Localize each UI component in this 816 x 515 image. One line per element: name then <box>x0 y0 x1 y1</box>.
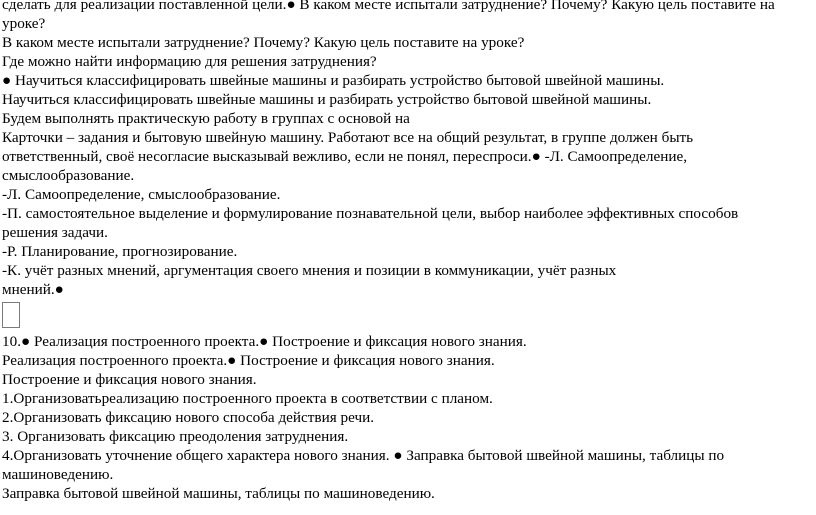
empty-checkbox[interactable] <box>2 302 20 328</box>
text-line: Где можно найти информацию для решения затруднения? <box>2 53 377 70</box>
text-line: -Л. Самоопределение, смыслообразование. <box>2 186 281 203</box>
text-line: -П. самостоятельное выделение и формулирование познавательной цели, выбор наиболее эффективных способов <box>2 205 739 222</box>
text-line: Заправка бытовой швейной машины, таблицы по машиноведению. <box>2 485 435 502</box>
text-line: Будем выполнять практическую работу в группах с основой на <box>2 110 410 127</box>
text-line: -К. учёт разных мнений, аргументация своего мнения и позиции в коммуникации, учёт разных <box>2 262 617 279</box>
text-line: В каком месте испытали затруднение? Почему? Какую цель поставите на уроке? <box>2 34 525 51</box>
text-line: мнений.● <box>2 281 64 298</box>
text-line: сделать для реализации поставленной цели.● В каком месте испытали затруднение? Почему? Какую цель поставите на <box>2 0 775 13</box>
text-line: 4.Организовать уточнение общего характера нового знания. ● Заправка бытовой швейной машины, таблицы по <box>2 447 725 464</box>
document-page <box>2 0 814 503</box>
text-block-bottom <box>2 332 814 503</box>
text-line: машиноведению. <box>2 466 114 483</box>
text-line: Карточки – задания и бытовую швейную машину. Работают все на общий результат, в группе должен быть <box>2 129 694 146</box>
text-line: Реализация построенного проекта.● Построение и фиксация нового знания. <box>2 352 495 369</box>
text-line: ответственный, своё несогласие высказывай вежливо, если не понял, переспроси.● -Л. Самоопределение, <box>2 148 688 165</box>
text-line: уроке? <box>2 15 46 32</box>
text-line: ● Научиться классифицировать швейные машины и разбирать устройство бытовой швейной машины. <box>2 72 665 89</box>
text-line: смыслообразование. <box>2 167 135 184</box>
text-line: -Р. Планирование, прогнозирование. <box>2 243 238 260</box>
text-line: Научиться классифицировать швейные машины и разбирать устройство бытовой швейной машины. <box>2 91 652 108</box>
text-line: 10.● Реализация построенного проекта.● Построение и фиксация нового знания. <box>2 333 527 350</box>
text-line: 3. Организовать фиксацию преодоления затруднения. <box>2 428 349 445</box>
text-line: Построение и фиксация нового знания. <box>2 371 257 388</box>
text-line: 2.Организовать фиксацию нового способа действия речи. <box>2 409 375 426</box>
text-line: 1.Организоватьреализацию построенного проекта в соответствии с планом. <box>2 390 493 407</box>
text-block-top <box>2 0 814 299</box>
text-line: решения задачи. <box>2 224 108 241</box>
